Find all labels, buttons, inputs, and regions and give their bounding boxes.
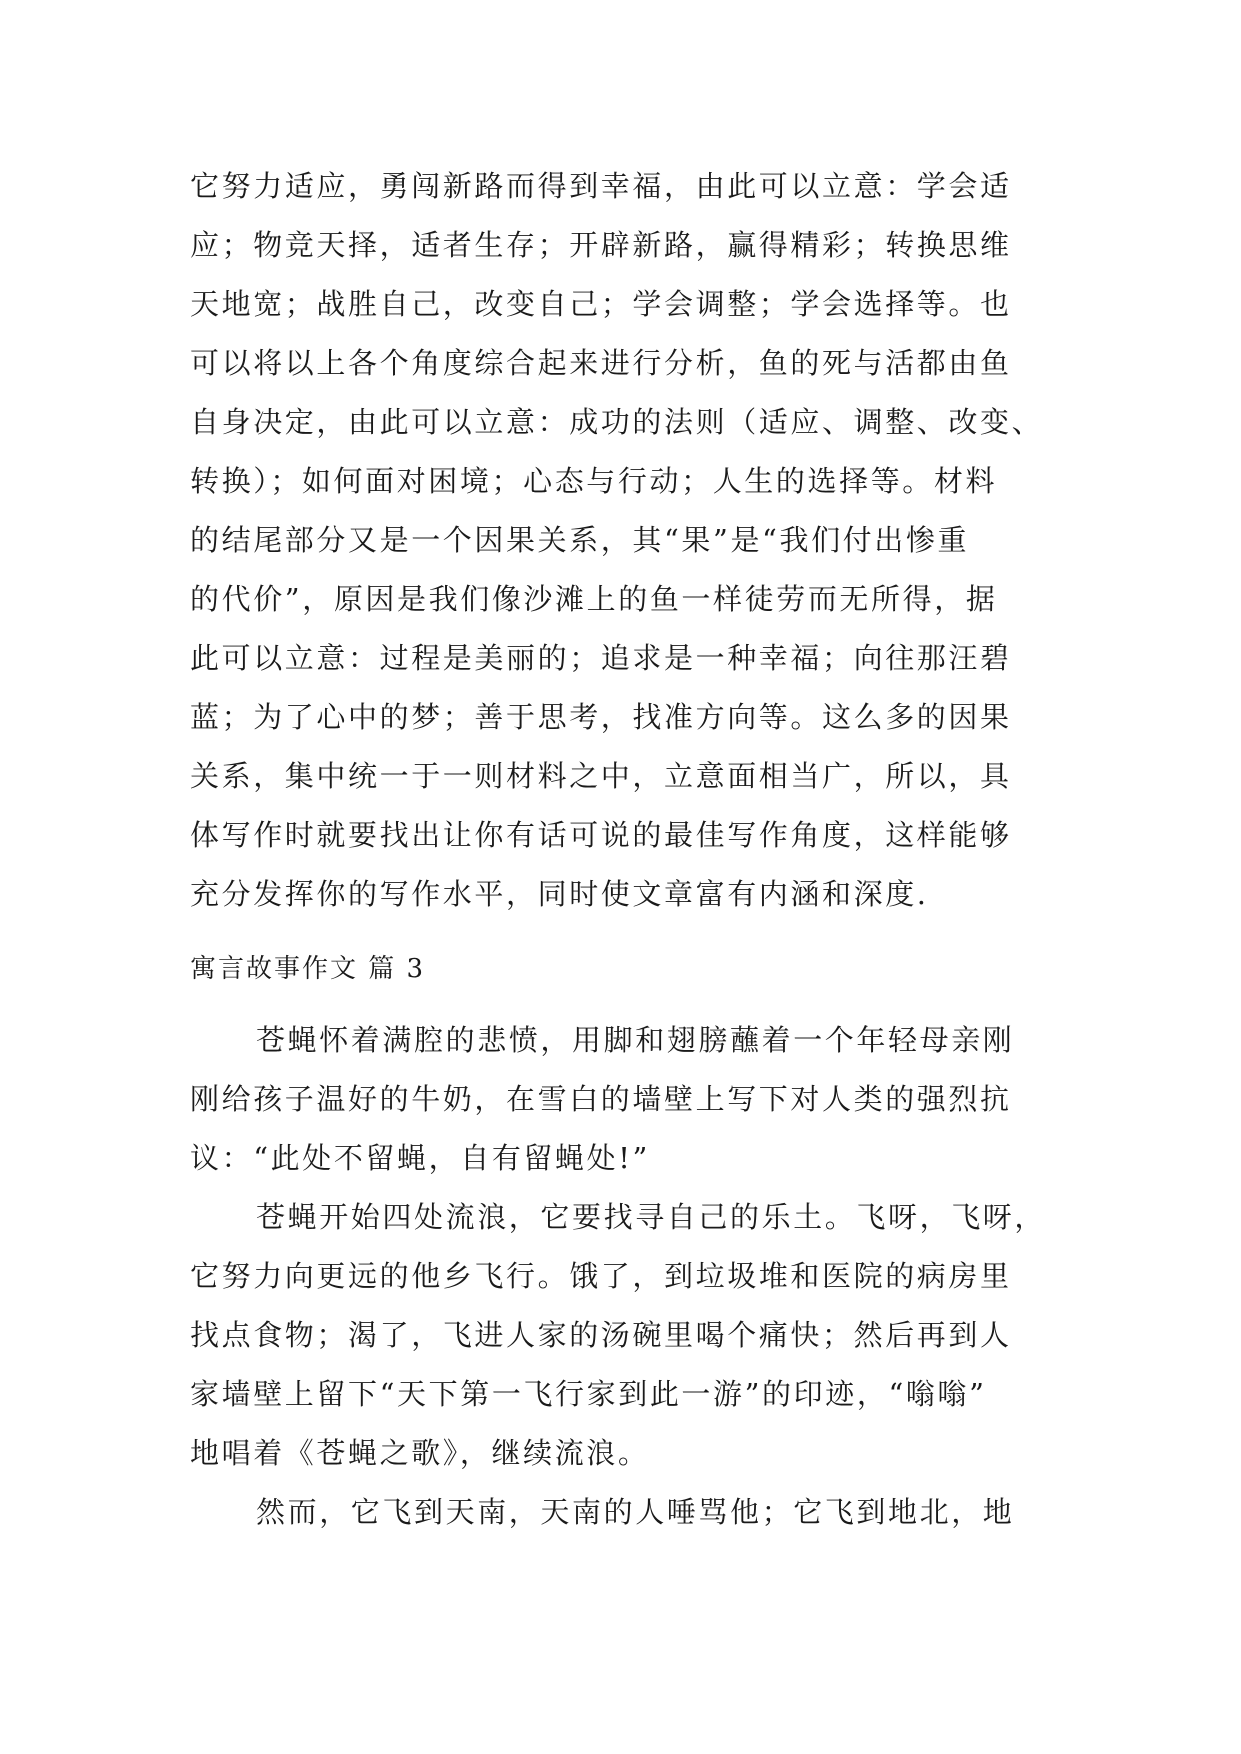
text-line: 的结尾部分又是一个因果关系，其“果”是“我们付出惨重 xyxy=(190,523,970,557)
text-line: 地唱着《苍蝇之歌》，继续流浪。 xyxy=(190,1436,650,1470)
text-line: 蓝；为了心中的梦；善于思考，找准方向等。这么多的因果 xyxy=(190,700,1012,734)
text-line: 天地宽；战胜自己，改变自己；学会调整；学会选择等。也 xyxy=(190,287,1012,321)
text-line: 刚给孩子温好的牛奶，在雪白的墙壁上写下对人类的强烈抗 xyxy=(190,1082,1012,1116)
text-line: 它努力向更远的他乡飞行。饿了，到垃圾堆和医院的病房里 xyxy=(190,1259,1012,1293)
text-line: 议：“此处不留蝇，自有留蝇处!” xyxy=(190,1141,650,1175)
text-line: 它努力适应，勇闯新路而得到幸福，由此可以立意：学会适 xyxy=(190,169,1012,203)
text-line: 此可以立意：过程是美丽的；追求是一种幸福；向往那汪碧 xyxy=(190,641,1012,675)
text-line: 充分发挥你的写作水平，同时使文章富有内涵和深度. xyxy=(190,877,929,911)
text-line: 的代价”，原因是我们像沙滩上的鱼一样徒劳而无所得，据 xyxy=(190,582,998,616)
section-heading: 寓言故事作文 篇 3 xyxy=(190,954,426,984)
text-line: 找点食物；渴了，飞进人家的汤碗里喝个痛快；然后再到人 xyxy=(190,1318,1012,1352)
text-line: 家墙壁上留下“天下第一飞行家到此一游”的印迹，“嗡嗡” xyxy=(190,1377,987,1411)
paragraph-first-line: 然而，它飞到天南，天南的人唾骂他；它飞到地北，地 xyxy=(256,1495,1015,1529)
text-line: 自身决定，由此可以立意：成功的法则（适应、调整、改变、 xyxy=(190,405,1044,439)
text-line: 可以将以上各个角度综合起来进行分析，鱼的死与活都由鱼 xyxy=(190,346,1012,380)
text-line: 关系，集中统一于一则材料之中，立意面相当广，所以，具 xyxy=(190,759,1012,793)
text-line: 应；物竞天择，适者生存；开辟新路，赢得精彩；转换思维 xyxy=(190,228,1012,262)
essay-continuation-paragraph xyxy=(190,157,1060,924)
paragraph-first-line: 苍蝇开始四处流浪，它要找寻自己的乐土。飞呀，飞呀， xyxy=(256,1200,1047,1234)
text-line: 转换）；如何面对困境；心态与行动；人生的选择等。材料 xyxy=(190,464,998,498)
story-body xyxy=(190,1011,1060,1542)
paragraph-first-line: 苍蝇怀着满腔的悲愤，用脚和翅膀蘸着一个年轻母亲刚 xyxy=(256,1023,1015,1057)
text-line: 体写作时就要找出让你有话可说的最佳写作角度，这样能够 xyxy=(190,818,1012,852)
